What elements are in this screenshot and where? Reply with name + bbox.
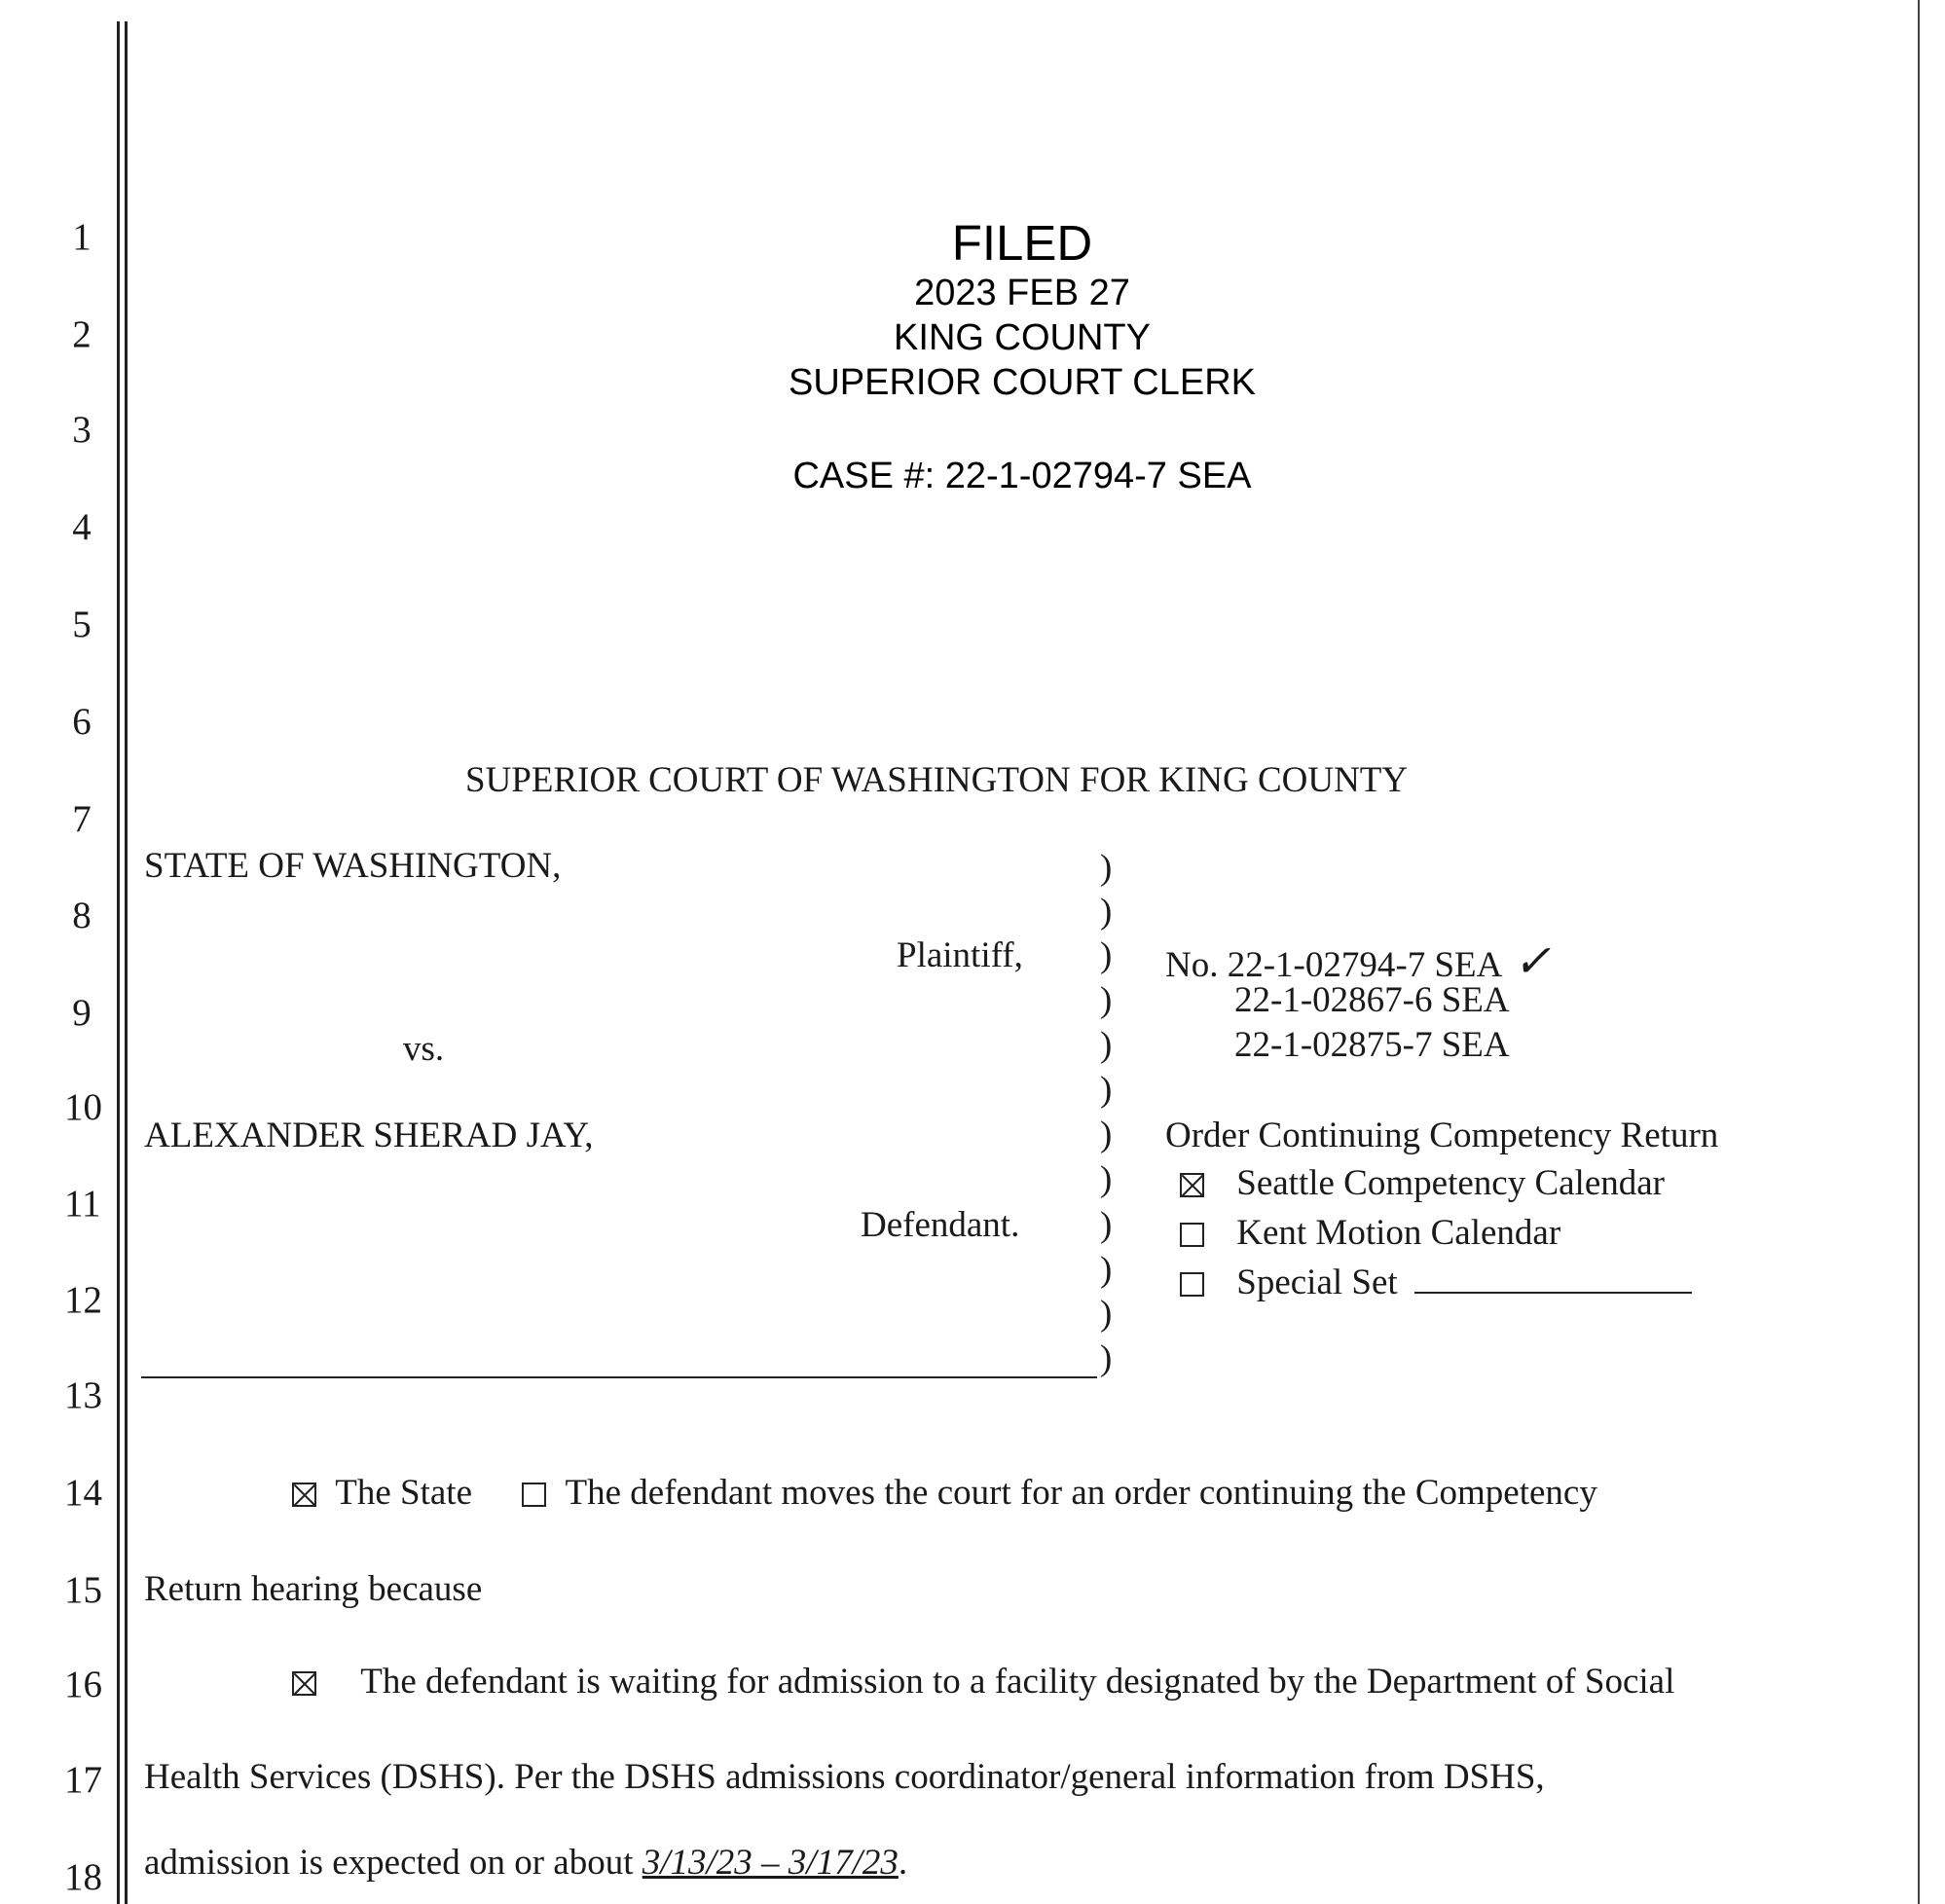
checked-box-icon <box>292 1671 316 1696</box>
stamp-clerk: SUPERIOR COURT CLERK <box>788 362 1257 403</box>
stamp-filed: FILED <box>951 215 1093 271</box>
line-number: 2 <box>72 313 92 355</box>
caption-bottom-rule <box>141 1376 1097 1378</box>
caption-paren: ) <box>1100 892 1113 932</box>
reason-line-3 <box>144 1842 907 1884</box>
stamp-county: KING COUNTY <box>894 317 1151 358</box>
case-number-prefix: No. <box>1165 945 1219 985</box>
caption-paren: ) <box>1100 1115 1113 1154</box>
line-number: 6 <box>72 701 92 743</box>
line-number: 9 <box>72 992 92 1034</box>
versus-label: vs. <box>403 1029 445 1069</box>
case-number-second: 22-1-02867-6 SEA <box>1234 980 1510 1020</box>
stamp-case-number: CASE #: 22-1-02794-7 SEA <box>792 456 1252 496</box>
admission-dates: 3/13/23 – 3/17/23 <box>642 1843 899 1883</box>
option-label: Special Set <box>1236 1263 1398 1302</box>
empty-checkbox-icon <box>522 1483 546 1507</box>
order-title: Order Continuing Competency Return <box>1165 1116 1719 1155</box>
option-label: Seattle Competency Calendar <box>1236 1163 1665 1203</box>
empty-checkbox-icon <box>1180 1223 1204 1247</box>
caption-paren: ) <box>1100 1159 1113 1199</box>
caption-paren: ) <box>1100 980 1113 1020</box>
court-title: SUPERIOR COURT OF WASHINGTON FOR KING COUNTY <box>465 760 1409 800</box>
line-number: 4 <box>72 506 92 548</box>
caption-paren: ) <box>1100 1294 1113 1334</box>
option-seattle-competency-calendar <box>1180 1162 1665 1204</box>
line-number: 11 <box>64 1183 101 1225</box>
line-number: 5 <box>72 604 92 645</box>
motion-defendant-label: The defendant moves the court for an order continuing the Competency <box>565 1473 1597 1513</box>
caption-paren: ) <box>1100 1338 1113 1378</box>
caption-paren: ) <box>1100 1025 1113 1065</box>
line-number: 12 <box>64 1279 102 1321</box>
special-set-blank-line <box>1414 1263 1692 1294</box>
filing-stamp <box>779 216 1266 498</box>
checkmark-icon: ✓ <box>1513 936 1552 986</box>
line-number: 10 <box>64 1086 102 1128</box>
plaintiff-name: STATE OF WASHINGTON, <box>144 846 562 886</box>
caption-paren: ) <box>1100 1250 1113 1290</box>
stamp-date: 2023 FEB 27 <box>914 273 1130 313</box>
line-number: 15 <box>64 1569 102 1611</box>
line-number: 18 <box>64 1856 102 1898</box>
case-number-third: 22-1-02875-7 SEA <box>1234 1025 1510 1065</box>
option-label: Kent Motion Calendar <box>1236 1213 1561 1253</box>
defendant-label: Defendant. <box>861 1205 1020 1245</box>
reason-text-3-prefix: admission is expected on or about <box>144 1843 642 1883</box>
reason-text-1: The defendant is waiting for admission to a facility designated by the Department of Social <box>360 1662 1675 1702</box>
motion-line <box>292 1472 1597 1514</box>
line-number: 17 <box>64 1759 102 1801</box>
reason-text-3-suffix: . <box>898 1843 908 1883</box>
checked-box-icon <box>292 1483 316 1507</box>
defendant-name: ALEXANDER SHERAD JAY, <box>144 1116 594 1155</box>
caption-paren: ) <box>1100 1070 1113 1110</box>
line-number: 13 <box>64 1374 102 1416</box>
left-margin-rule-inner <box>125 21 128 1904</box>
caption-paren: ) <box>1100 848 1113 888</box>
plaintiff-label: Plaintiff, <box>897 935 1023 975</box>
reason-text-2: Health Services (DSHS). Per the DSHS admissions coordinator/general information from DSHS, <box>144 1757 1545 1797</box>
motion-state-label: The State <box>335 1473 473 1513</box>
case-number-first: 22-1-02794-7 SEA <box>1227 945 1501 985</box>
line-number: 16 <box>64 1664 102 1705</box>
left-margin-rule-outer <box>117 21 120 1904</box>
right-margin-rule <box>1918 0 1920 1904</box>
checked-box-icon <box>1180 1173 1204 1197</box>
reason-line-1 <box>292 1661 1674 1703</box>
line-number: 14 <box>64 1472 102 1514</box>
caption-paren: ) <box>1100 1205 1113 1245</box>
caption-paren: ) <box>1100 935 1113 975</box>
option-kent-motion-calendar <box>1180 1212 1560 1254</box>
motion-continuation: Return hearing because <box>144 1569 483 1609</box>
option-special-set <box>1180 1262 1692 1303</box>
line-number: 3 <box>72 409 92 451</box>
line-number: 8 <box>72 895 92 936</box>
empty-checkbox-icon <box>1180 1272 1204 1297</box>
line-number: 1 <box>72 216 92 258</box>
line-number: 7 <box>72 798 92 840</box>
